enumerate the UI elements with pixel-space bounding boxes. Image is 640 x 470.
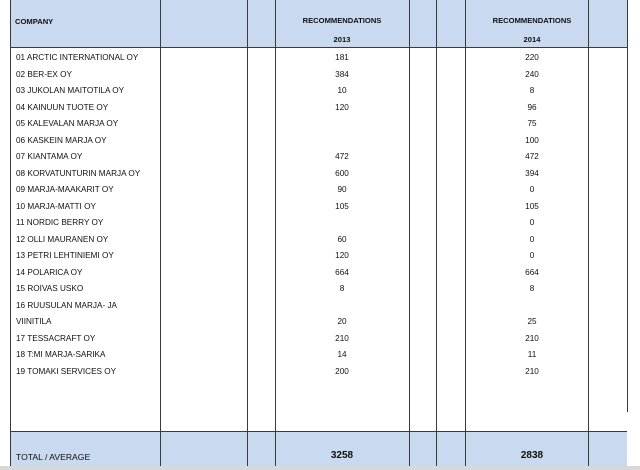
value-2014: 96 xyxy=(527,102,537,112)
column-header-year-2013: 2013 xyxy=(333,35,351,44)
company-name: 06 KASKEIN MARJA OY xyxy=(16,135,107,145)
table-row xyxy=(0,133,640,149)
table-row xyxy=(0,149,640,165)
company-name: 13 PETRI LEHTINIEMI OY xyxy=(16,251,114,260)
column-header-rec-2014: RECOMMENDATIONS xyxy=(492,16,572,25)
value-2014: 0 xyxy=(529,185,535,194)
value-2014: 25 xyxy=(527,317,537,326)
table-row xyxy=(0,182,640,198)
value-2014: 472 xyxy=(525,152,539,161)
company-name: 05 KALEVALAN MARJA OY xyxy=(16,119,119,128)
company-name: 10 MARJA-MATTI OY xyxy=(16,201,96,211)
table-row xyxy=(0,232,640,248)
value-2014: 8 xyxy=(529,284,535,293)
value-2013: 472 xyxy=(335,152,349,161)
scroll-edge xyxy=(0,466,640,470)
table-row xyxy=(0,298,640,314)
grid-line xyxy=(10,47,627,48)
table-row xyxy=(0,248,640,264)
table-row xyxy=(0,100,640,116)
company-name: 11 NORDIC BERRY OY xyxy=(16,218,104,227)
company-name: 07 KIANTAMA OY xyxy=(16,152,83,161)
table-row xyxy=(0,347,640,363)
table-row xyxy=(0,50,640,66)
column-header-company: COMPANY xyxy=(15,17,54,26)
company-name: 17 TESSACRAFT OY xyxy=(16,333,96,343)
value-2014: 664 xyxy=(525,267,539,277)
value-2014: 11 xyxy=(527,350,537,359)
company-name: 18 T:MI MARJA-SARIKA xyxy=(16,350,106,359)
company-name: 12 OLLI MAURANEN OY xyxy=(16,234,109,244)
value-2014: 240 xyxy=(525,69,539,79)
value-2013: 14 xyxy=(337,350,347,359)
company-name: 08 KORVATUNTURIN MARJA OY xyxy=(16,168,141,178)
value-2014: 100 xyxy=(525,135,539,145)
value-2013: 20 xyxy=(337,317,347,326)
value-2014: 210 xyxy=(525,333,539,343)
company-name: 03 JUKOLAN MAITOTILA OY xyxy=(16,86,125,95)
value-2014: 220 xyxy=(525,53,539,62)
value-2013: 181 xyxy=(335,53,349,62)
value-2014: 0 xyxy=(529,234,535,244)
table-row xyxy=(0,364,640,380)
value-2013: 10 xyxy=(337,86,347,95)
company-name: 01 ARCTIC INTERNATIONAL OY xyxy=(16,53,139,62)
value-2014: 210 xyxy=(525,366,539,376)
table-row xyxy=(0,199,640,215)
column-header-rec-2013: RECOMMENDATIONS xyxy=(302,16,382,25)
total-2013: 3258 xyxy=(330,450,354,461)
company-name: VIINITILA xyxy=(16,317,52,326)
value-2013: 664 xyxy=(335,267,349,277)
value-2013: 600 xyxy=(335,168,349,178)
table-row xyxy=(0,116,640,132)
table-row xyxy=(0,281,640,297)
total-label: TOTAL / AVERAGE xyxy=(16,452,91,462)
table-row xyxy=(0,215,640,231)
company-name: 19 TOMAKI SERVICES OY xyxy=(16,366,117,376)
value-2013: 200 xyxy=(335,366,349,376)
value-2014: 8 xyxy=(529,86,535,95)
company-name: 09 MARJA-MAAKARIT OY xyxy=(16,185,114,194)
value-2014: 0 xyxy=(529,218,535,227)
value-2013: 384 xyxy=(335,69,349,79)
total-2014: 2838 xyxy=(520,450,544,461)
value-2014: 105 xyxy=(525,201,539,211)
value-2013: 120 xyxy=(335,251,349,260)
column-header-year-2014: 2014 xyxy=(523,35,541,44)
table-row xyxy=(0,83,640,99)
value-2013: 60 xyxy=(337,234,347,244)
company-name: 16 RUUSULAN MARJA- JA xyxy=(16,300,118,310)
table-row xyxy=(0,67,640,83)
company-name: 15 ROIVAS USKO xyxy=(16,284,84,293)
value-2014: 0 xyxy=(529,251,535,260)
table-row xyxy=(0,166,640,182)
table-row xyxy=(0,314,640,330)
value-2013: 120 xyxy=(335,102,349,112)
value-2013: 8 xyxy=(339,284,345,293)
grid-line xyxy=(10,431,627,432)
value-2013: 210 xyxy=(335,333,349,343)
company-name: 04 KAINUUN TUOTE OY xyxy=(16,102,109,112)
table-row xyxy=(0,331,640,347)
value-2014: 75 xyxy=(527,119,537,128)
value-2014: 394 xyxy=(525,168,539,178)
company-name: 02 BER-EX OY xyxy=(16,69,72,79)
value-2013: 105 xyxy=(335,201,349,211)
company-name: 14 POLARICA OY xyxy=(16,267,83,277)
value-2013: 90 xyxy=(337,185,347,194)
table-row xyxy=(0,265,640,281)
